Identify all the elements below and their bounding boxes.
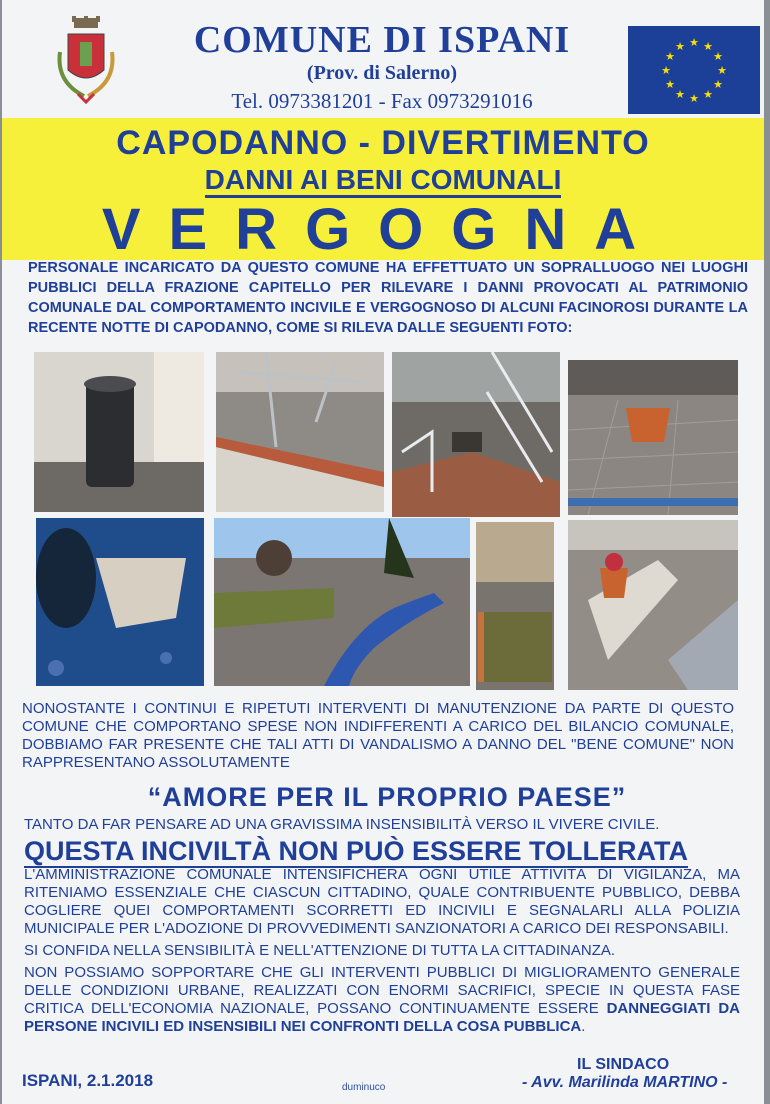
svg-text:★: ★ bbox=[675, 88, 685, 101]
poster bbox=[2, 0, 764, 1104]
eu-flag-icon bbox=[628, 26, 760, 114]
printer-mark: duminuco bbox=[342, 1082, 386, 1093]
trust-paragraph: SI CONFIDA NELLA SENSIBILITÀ E NELL'ATTENZIONE DI TUTTA LA CITTADINANZA. bbox=[24, 942, 616, 959]
photo-flower-pot-pavement bbox=[568, 360, 738, 515]
contact-line: Tel. 0973381201 - Fax 0973291016 bbox=[231, 89, 533, 113]
photo-damaged-railing-steps bbox=[216, 352, 384, 512]
svg-text:★: ★ bbox=[665, 50, 675, 63]
urban-improvement-end: . bbox=[581, 1018, 586, 1035]
headline-banner bbox=[2, 118, 764, 260]
svg-text:★: ★ bbox=[717, 64, 727, 77]
municipality-title: COMUNE DI ISPANI bbox=[193, 19, 571, 61]
svg-text:★: ★ bbox=[689, 92, 699, 105]
banner-line-2-text: DANNI AI BENI COMUNALI bbox=[205, 164, 562, 198]
municipal-crest-icon bbox=[50, 12, 122, 108]
vigilance-paragraph: L'AMMINISTRAZIONE COMUNALE INTENSIFICHERÀ OGNI UTILE ATTIVITÀ DI VIGILANZA, MA RITENIAMO ESSENZIALE CHE CIASCUN CITTADINO, QUALE CONTRIBUENTE PUBBLICO, DEBBA COGLIERE QUEI COMPORTAMENTI SCORRETTI ED INCIVILI E SEGNALARLI ALLA POLIZIA MUNICIPALE PER L'ADOZIONE DI PROVVEDIMENTI SANZIONATORI A CARICO DEI RESPONSABILI. bbox=[24, 866, 740, 937]
photo-planter-corner bbox=[568, 520, 738, 690]
svg-text:★: ★ bbox=[703, 88, 713, 101]
intolerance-heading bbox=[24, 836, 744, 867]
signature-name: - Avv. Marilinda MARTINO - bbox=[522, 1074, 728, 1091]
banner-line-2 bbox=[2, 164, 764, 196]
photo-park-flowerbed bbox=[476, 522, 554, 690]
signature-title: IL SINDACO bbox=[577, 1056, 670, 1073]
urban-improvement-paragraph bbox=[24, 964, 740, 1036]
photo-fountain-water bbox=[36, 518, 204, 686]
banner-line-3: VERGOGNA bbox=[101, 197, 665, 262]
svg-text:★: ★ bbox=[661, 64, 671, 77]
banner-line-1: CAPODANNO - DIVERTIMENTO bbox=[116, 124, 650, 162]
svg-text:★: ★ bbox=[713, 78, 723, 91]
slogan-heading: “AMORE PER IL PROPRIO PAESE” bbox=[147, 782, 627, 812]
province-line: (Prov. di Salerno) bbox=[306, 62, 458, 84]
urban-improvement-emphasis: DANNEGGIATI DA PERSONE INCIVILI ED INSENSIBILI NEI CONFRONTI DELLA COSA PUBBLICA bbox=[24, 1000, 740, 1035]
photo-damaged-bin bbox=[34, 352, 204, 512]
svg-text:★: ★ bbox=[689, 36, 699, 49]
intro-paragraph: PERSONALE INCARICATO DA QUESTO COMUNE HA EFFETTUATO UN SOPRALLUOGO NEI LUOGHI PUBBLICI DELLA FRAZIONE CAPITELLO PER RILEVARE I DANNI PROVOCATI AL PATRIMONIO COMUNALE DAL COMPORTAMENTO INCIVILE E VERGOGNOSO DI ALCUNI FACINOROSI DURANTE LA RECENTE NOTTE DI CAPODANNO, COME SI RILEVA DALLE SEGUENTI FOTO: bbox=[28, 260, 748, 336]
issue-date: ISPANI, 2.1.2018 bbox=[22, 1071, 154, 1090]
svg-text:★: ★ bbox=[713, 50, 723, 63]
closing-paragraphs bbox=[24, 866, 740, 1040]
urban-improvement-text: NON POSSIAMO SOPPORTARE CHE GLI INTERVENTI PUBBLICI DI MIGLIORAMENTO GENERALE DELLE CONDIZIONI URBANE, REALIZZATI CON ENORMI SACRIFICI, SPECIE IN QUESTA FASE CRITICA DELL'ECONOMIA NAZIONALE, POSSANO CONTINUAMENTE ESSERE bbox=[24, 964, 740, 1017]
photo-park-mosaic-path bbox=[214, 518, 470, 686]
maintenance-paragraph: NONOSTANTE I CONTINUI E RIPETUTI INTERVENTI DI MANUTENZIONE DA PARTE DI QUESTO COMUNE CHE COMPORTANO SPESE NON INDIFFERENTI A CARICO DEL BILANCIO COMUNALE, DOBBIAMO FAR PRESENTE CHE TALI ATTI DI VANDALISMO A DANNO DEL "BENE COMUNE" NON RAPPRESENTANO ASSOLUTAMENTE bbox=[22, 700, 734, 771]
svg-text:★: ★ bbox=[665, 78, 675, 91]
intolerance-heading-text: QUESTA INCIVILTÀ NON PUÒ ESSERE TOLLERATA bbox=[24, 836, 689, 866]
insensitivity-line: TANTO DA FAR PENSARE AD UNA GRAVISSIMA INSENSIBILITÀ VERSO IL VIVERE CIVILE. bbox=[24, 816, 660, 833]
header bbox=[2, 0, 764, 118]
photo-damaged-stair-railing bbox=[392, 352, 560, 517]
svg-text:★: ★ bbox=[703, 40, 713, 53]
svg-text:★: ★ bbox=[675, 40, 685, 53]
